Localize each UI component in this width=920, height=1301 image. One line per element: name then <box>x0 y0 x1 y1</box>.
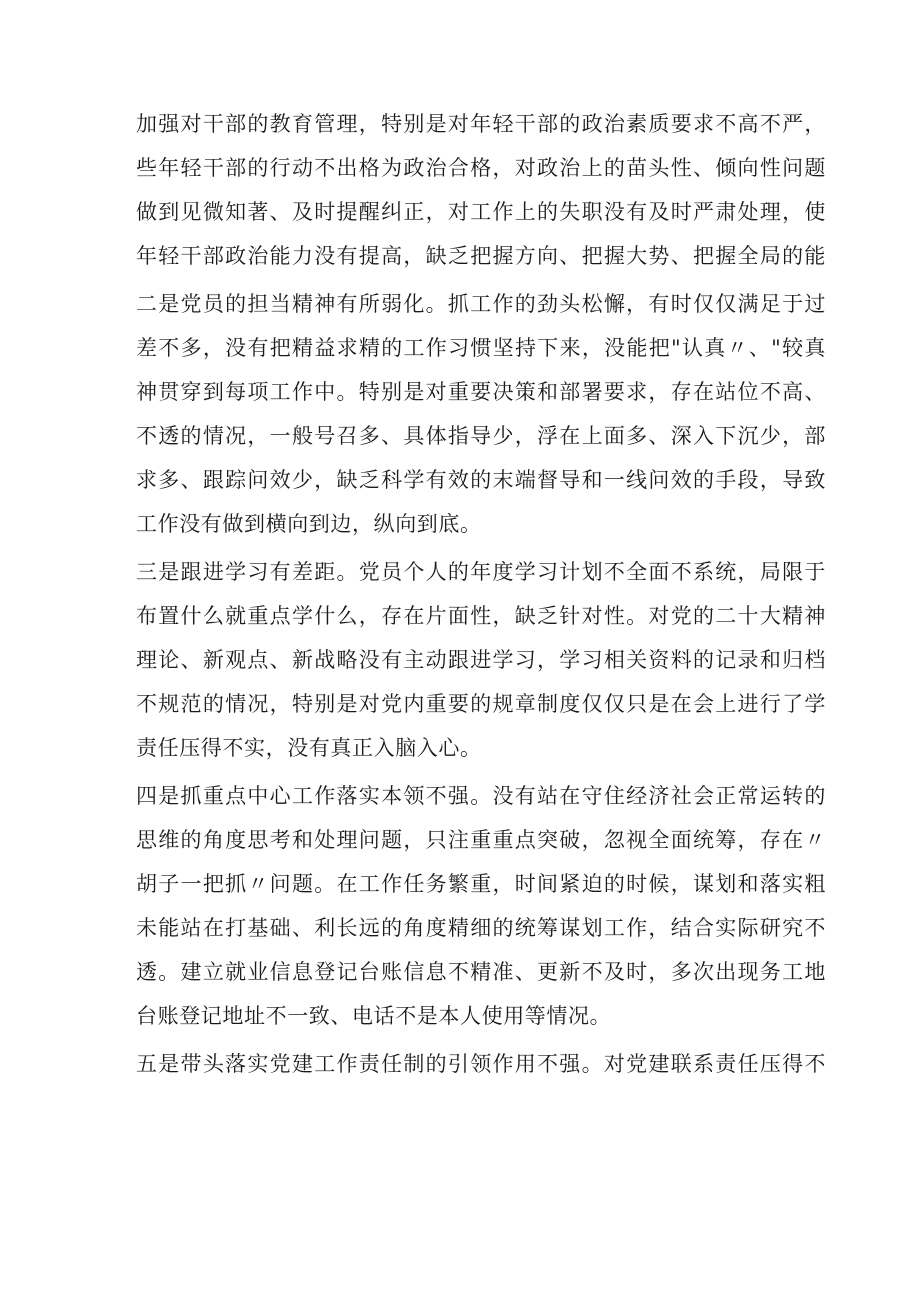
text-line-21: 台账登记地址不一致、电话不是本人使用等情况。 <box>136 1004 612 1028</box>
text-line-1: 加强对干部的教育管理，特别是对年轻干部的政治素质要求不高不严， <box>136 112 826 136</box>
text-line-18: 胡子一把抓〃问题。在工作任务繁重，时间紧迫的时候，谋划和落实粗 <box>136 872 826 896</box>
text-line-17: 思维的角度思考和处理问题，只注重重点突破，忽视全面统筹，存在〃 <box>136 828 826 852</box>
document-body <box>136 102 826 1086</box>
text-line-9: 求多、跟踪问效少，缺乏科学有效的末端督导和一线问效的手段，导致 <box>136 468 826 492</box>
text-line-3: 做到见微知著、及时提醒纠正，对工作上的失职没有及时严肃处理，使 <box>136 200 826 224</box>
text-line-7: 神贯穿到每项工作中。特别是对重要决策和部署要求，存在站位不高、 <box>136 380 826 404</box>
text-line-14: 不规范的情况，特别是对党内重要的规章制度仅仅只是在会上进行了学 <box>136 692 826 716</box>
text-line-15: 责任压得不实，没有真正入脑入心。 <box>136 736 482 760</box>
text-line-11: 三是跟进学习有差距。党员个人的年度学习计划不全面不系统，局限于 <box>136 560 826 584</box>
text-line-13: 理论、新观点、新战略没有主动跟进学习，学习相关资料的记录和归档 <box>136 648 826 672</box>
text-line-8: 不透的情况，一般号召多、具体指导少，浮在上面多、深入下沉少，部 <box>136 424 826 448</box>
text-line-12: 布置什么就重点学什么，存在片面性，缺乏针对性。对党的二十大精神 <box>136 604 826 628</box>
text-line-2: 些年轻干部的行动不出格为政治合格，对政治上的苗头性、倾向性问题 <box>136 156 826 180</box>
text-line-19: 未能站在打基础、利长远的角度精细的统筹谋划工作，结合实际研究不 <box>136 916 826 940</box>
text-line-5: 二是党员的担当精神有所弱化。抓工作的劲头松懈，有时仅仅满足于过 <box>136 292 826 316</box>
text-line-22: 五是带头落实党建工作责任制的引领作用不强。对党建联系责任压得不 <box>136 1052 826 1076</box>
text-line-16: 四是抓重点中心工作落实本领不强。没有站在守住经济社会正常运转的 <box>136 784 826 808</box>
text-line-4: 年轻干部政治能力没有提高，缺乏把握方向、把握大势、把握全局的能 <box>136 244 826 268</box>
text-line-10: 工作没有做到横向到边，纵向到底。 <box>136 512 482 536</box>
text-line-20: 透。建立就业信息登记台账信息不精准、更新不及时，多次出现务工地 <box>136 960 826 984</box>
text-line-6: 差不多，没有把精益求精的工作习惯坚持下来，没能把"认真〃、"较真 <box>136 336 826 360</box>
